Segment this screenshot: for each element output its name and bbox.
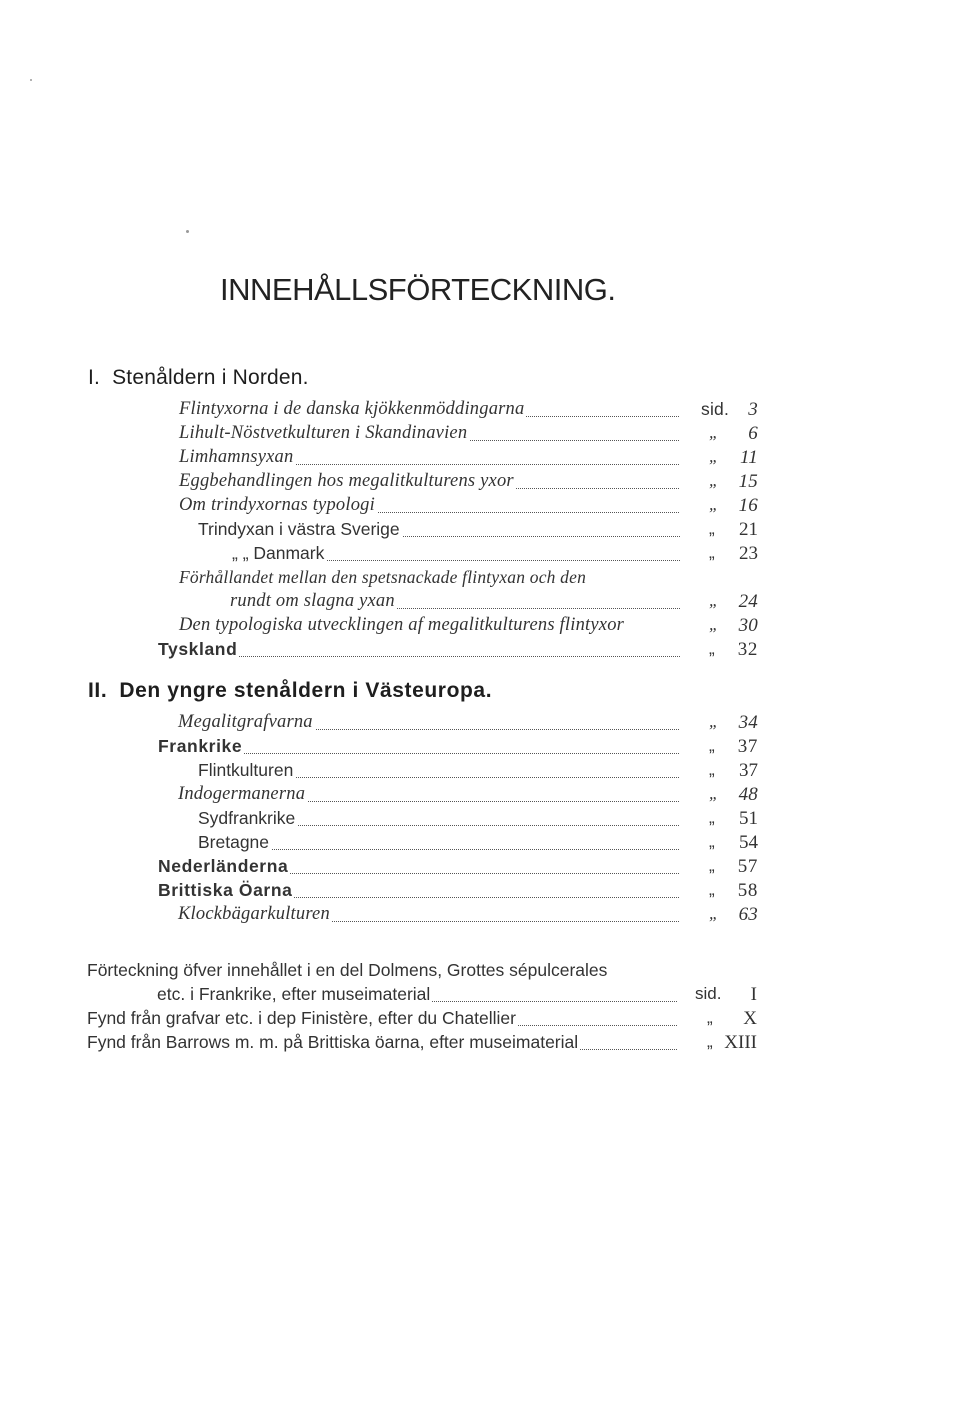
page-number: 32 — [737, 639, 758, 660]
toc-entry-label: Limhamnsyxan — [179, 447, 294, 467]
toc-entry[interactable] — [230, 591, 758, 615]
paper-speck — [186, 230, 189, 233]
toc-entry[interactable] — [179, 471, 758, 495]
section-number: I. — [88, 366, 101, 389]
page-number: 51 — [739, 808, 758, 829]
page-number: 48 — [738, 784, 758, 805]
page-marker: „ — [706, 760, 715, 780]
page-number: 30 — [738, 615, 758, 636]
toc-entry-label: Frankrike — [158, 736, 243, 756]
page-marker: sid. — [698, 399, 729, 420]
toc-entry-label: Nederländerna — [158, 856, 289, 876]
toc-entry-label: etc. i Frankrike, efter museimaterial — [157, 984, 431, 1004]
page-number: 23 — [739, 543, 758, 564]
page-number: 34 — [738, 712, 758, 733]
toc-entry[interactable] — [179, 447, 758, 471]
toc-entry[interactable] — [179, 615, 758, 639]
paper-speck — [30, 79, 32, 81]
toc-entry-label: Megalitgrafvarna — [178, 712, 313, 732]
page-marker: „ — [706, 784, 719, 804]
page-number: 63 — [738, 904, 758, 925]
toc-entry[interactable] — [178, 712, 758, 736]
toc-entry[interactable] — [158, 880, 758, 904]
toc-entry-label[interactable]: Förhållandet mellan den spetsnackade flintyxan och den — [179, 567, 587, 587]
toc-entry[interactable] — [179, 423, 758, 447]
page-marker: „ — [706, 832, 715, 852]
toc-entry-label: Flintyxorna i de danska kjökkenmöddingarna — [179, 399, 525, 419]
toc-entry-label: rundt om slagna yxan — [230, 591, 395, 611]
toc-entry-label: Brittiska Öarna — [158, 880, 293, 900]
toc-entry-label: Tyskland — [158, 639, 238, 659]
toc-entry[interactable] — [87, 1032, 757, 1056]
page-marker: „ — [706, 736, 715, 756]
section-heading — [88, 679, 492, 703]
toc-entry[interactable] — [198, 832, 758, 856]
page-marker: „ — [706, 856, 715, 876]
toc-entry-label: Lihult-Nöstvetkulturen i Skandinavien — [179, 423, 468, 443]
toc-entry[interactable] — [232, 543, 758, 567]
page-number: 15 — [738, 471, 758, 492]
toc-entry-label: Trindyxan i västra Sverige — [198, 519, 400, 539]
page-number: I — [750, 984, 757, 1005]
toc-entry-label: Sydfrankrike — [198, 808, 296, 828]
toc-entry-label: Den typologiska utvecklingen af megalitkulturens flintyxor — [179, 615, 625, 635]
toc-entry-label: Flintkulturen — [198, 760, 294, 780]
toc-entry-label: Indogermanerna — [178, 784, 306, 804]
section-heading — [88, 366, 309, 390]
page-number: 16 — [738, 495, 758, 516]
page-marker: „ — [706, 423, 719, 443]
appendix-entry-label[interactable]: Förteckning öfver innehållet i en del Dolmens, Grottes sépulcerales — [87, 960, 608, 980]
toc-entry-label: Bretagne — [198, 832, 270, 852]
page-number: 24 — [738, 591, 758, 612]
toc-entry-label: Fynd från Barrows m. m. på Brittiska öarna, efter museimaterial — [87, 1032, 579, 1052]
toc-entry[interactable] — [179, 495, 758, 519]
page-number: 11 — [740, 447, 758, 468]
page-number: 57 — [737, 856, 758, 877]
page-number: 6 — [748, 423, 758, 444]
page-marker: „ — [706, 712, 719, 732]
toc-entry[interactable] — [198, 760, 758, 784]
page-number: 37 — [737, 736, 758, 757]
page-marker: „ — [706, 639, 715, 659]
toc-entry[interactable] — [198, 808, 758, 832]
page-marker: „ — [706, 495, 719, 515]
toc-entry[interactable] — [179, 399, 758, 423]
section-title: Den yngre stenåldern i Västeuropa. — [119, 679, 493, 702]
toc-entry[interactable] — [178, 904, 758, 928]
page-title: INNEHÅLLSFÖRTECKNING. — [220, 272, 616, 307]
page-number: 58 — [737, 880, 758, 901]
page-number: 37 — [739, 760, 758, 781]
section-number: II. — [88, 679, 108, 702]
toc-entry[interactable] — [158, 639, 758, 663]
page-marker: „ — [706, 519, 715, 539]
page-number: X — [743, 1008, 757, 1029]
page-number: 54 — [739, 832, 758, 853]
page-marker: sid. — [692, 984, 721, 1004]
page-marker: „ — [706, 615, 719, 635]
page-marker: „ — [706, 447, 719, 467]
page-marker: „ — [704, 1008, 713, 1028]
page-number: XIII — [724, 1032, 757, 1053]
page-number: 3 — [748, 399, 758, 420]
page-marker: „ — [706, 808, 715, 828]
page-marker: „ — [706, 471, 719, 491]
toc-entry[interactable] — [158, 736, 758, 760]
toc-entry[interactable] — [87, 1008, 757, 1032]
section-title: Stenåldern i Norden. — [112, 366, 309, 389]
toc-entry-label: Fynd från grafvar etc. i dep Finistère, efter du Chatellier — [87, 1008, 516, 1028]
toc-entry-label: Klockbägarkulturen — [178, 904, 330, 924]
toc-entry-label: Eggbehandlingen hos megalitkulturens yxor — [179, 471, 514, 491]
page-marker: „ — [706, 591, 719, 611]
page-marker: „ — [706, 904, 719, 924]
page-marker: „ — [706, 880, 715, 900]
page-marker: „ — [704, 1032, 713, 1052]
toc-entry[interactable] — [157, 984, 757, 1008]
toc-entry[interactable] — [158, 856, 758, 880]
toc-entry[interactable] — [198, 519, 758, 543]
toc-entry-label: Om trindyxornas typologi — [179, 495, 375, 515]
page-marker: „ — [706, 543, 715, 563]
toc-entry-label: „ „ Danmark — [232, 543, 325, 563]
page-number: 21 — [739, 519, 758, 540]
toc-entry[interactable] — [178, 784, 758, 808]
